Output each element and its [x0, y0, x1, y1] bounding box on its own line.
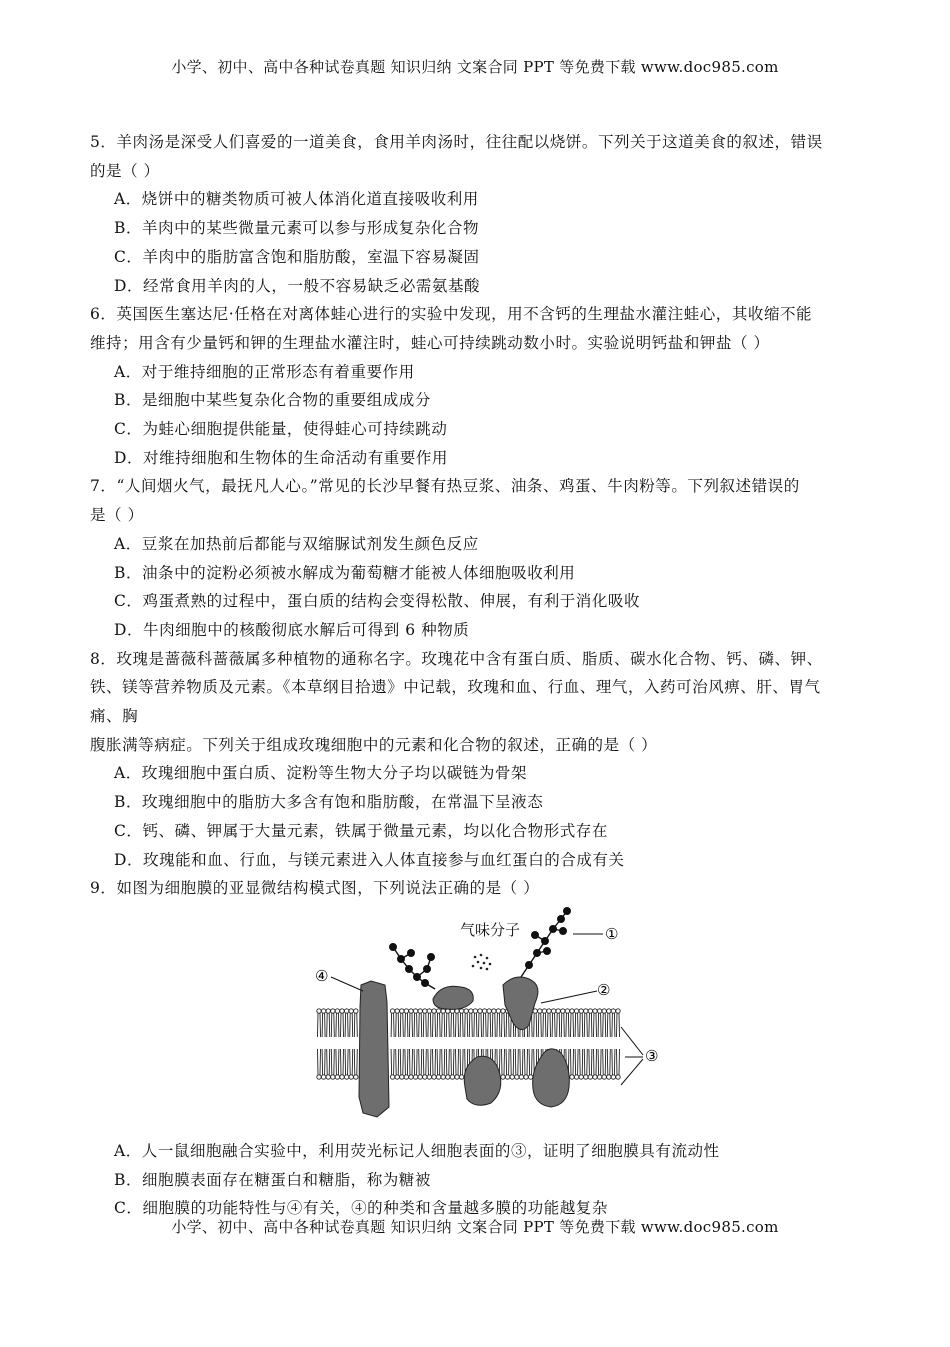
q8-stem-line2: 铁、镁等营养物质及元素。《本草纲目拾遗》中记载，玫瑰和血、行血、理气，入药可治风痹、肝、胃气 [90, 678, 821, 697]
q7-option-c: C．鸡蛋煮熟的过程中，蛋白质的结构会变得松散、伸展，有利于消化吸收 [114, 592, 641, 611]
q9-option-c: C．细胞膜的功能特性与④有关，④的种类和含量越多膜的功能越复杂 [114, 1199, 608, 1218]
cell-membrane-diagram [315, 907, 675, 1132]
label-4: ④ [315, 966, 329, 985]
q5-stem-line1: 5．羊肉汤是深受人们喜爱的一道美食，食用羊肉汤时，往往配以烧饼。下列关于这道美食的叙述，错误 [90, 133, 823, 151]
sugar-chain-left [390, 944, 435, 989]
q8-option-d: D．玫瑰能和血、行血，与镁元素进入人体直接参与血红蛋白的合成有关 [114, 850, 625, 869]
q8-stem-line4: 腹胀满等病症。下列关于组成玫瑰细胞中的元素和化合物的叙述，正确的是（ ） [90, 735, 658, 754]
odor-molecule-label: 气味分子 [460, 920, 521, 939]
q8-stem-line1: 8．玫瑰是蔷薇科蔷薇属多种植物的通称名字。玫瑰花中含有蛋白质、脂质、碳水化合物、钙、磷、钾、 [90, 649, 823, 668]
q8-option-b: B．玫瑰细胞中的脂肪大多含有饱和脂肪酸，在常温下呈液态 [114, 793, 544, 812]
page-header: 小学、初中、高中各种试卷真题 知识归纳 文案合同 PPT 等免费下载 www.doc985.com [171, 58, 779, 76]
question-content [90, 128, 865, 1223]
label-3: ③ [645, 1046, 659, 1065]
q7-stem-line2: 是（ ） [90, 506, 144, 525]
q6-option-b: B．是细胞中某些复杂化合物的重要组成成分 [114, 391, 431, 410]
peripheral-protein-top-left [433, 986, 473, 1009]
q7-option-a: A．豆浆在加热前后都能与双缩脲试剂发生颜色反应 [114, 534, 479, 553]
page-footer: 小学、初中、高中各种试卷真题 知识归纳 文案合同 PPT 等免费下载 www.doc985.com [171, 1218, 779, 1236]
q5-option-c: C．羊肉中的脂肪富含饱和脂肪酸，室温下容易凝固 [114, 247, 480, 266]
q6-option-a: A．对于维持细胞的正常形态有着重要作用 [114, 362, 415, 381]
q8-option-c: C．钙、磷、钾属于大量元素，铁属于微量元素，均以化合物形式存在 [114, 821, 608, 840]
label-1: ① [605, 924, 619, 943]
q6-stem-line2: 维持；用含有少量钙和钾的生理盐水灌注时，蛙心可持续跳动数小时。实验说明钙盐和钾盐（ ） [90, 333, 770, 352]
sugar-chain-right [521, 908, 570, 977]
q5-option-d: D．经常食用羊肉的人，一般不容易缺乏必需氨基酸 [114, 276, 481, 295]
q6-option-c: C．为蛙心细胞提供能量，使得蛙心可持续跳动 [114, 420, 448, 439]
q9-option-a: A．人一鼠细胞融合实验中，利用荧光标记人细胞表面的③，证明了细胞膜具有流动性 [114, 1141, 720, 1160]
q5-option-b: B．羊肉中的某些微量元素可以参与形成复杂化合物 [114, 219, 480, 238]
q5-stem-line2: 的是（ ） [90, 161, 160, 180]
q6-stem-line1: 6．英国医生塞达尼·任格在对离体蛙心进行的实验中发现，用不含钙的生理盐水灌注蛙心，其收缩不能 [90, 305, 813, 324]
q6-option-d: D．对维持细胞和生物体的生命活动有重要作用 [114, 448, 448, 467]
q9-option-b: B．细胞膜表面存在糖蛋白和糖脂，称为糖被 [114, 1170, 431, 1189]
q7-stem-line1: 7．“人间烟火气，最抚凡人心。”常见的长沙早餐有热豆浆、油条、鸡蛋、牛肉粉等。下列叙述错误的 [90, 477, 800, 496]
label-2: ② [597, 980, 611, 999]
glycoprotein [503, 977, 538, 1030]
q8-stem-line3: 痛、胸 [90, 707, 139, 726]
q8-option-a: A．玫瑰细胞中蛋白质、淀粉等生物大分子均以碳链为骨架 [114, 764, 527, 783]
q5-option-a: A．烧饼中的糖类物质可被人体消化道直接吸收利用 [114, 190, 479, 209]
inner-protein-center [464, 1056, 501, 1105]
q7-option-b: B．油条中的淀粉必须被水解成为葡萄糖才能被人体细胞吸收利用 [114, 563, 576, 582]
odor-molecule-dots [472, 954, 492, 971]
q9-stem-line1: 9．如图为细胞膜的亚显微结构模式图，下列说法正确的是（ ） [90, 879, 540, 898]
cell-membrane-figure [90, 907, 865, 1137]
q7-option-d: D．牛肉细胞中的核酸彻底水解后可得到 6 种物质 [114, 620, 470, 639]
transmembrane-protein [359, 981, 389, 1117]
